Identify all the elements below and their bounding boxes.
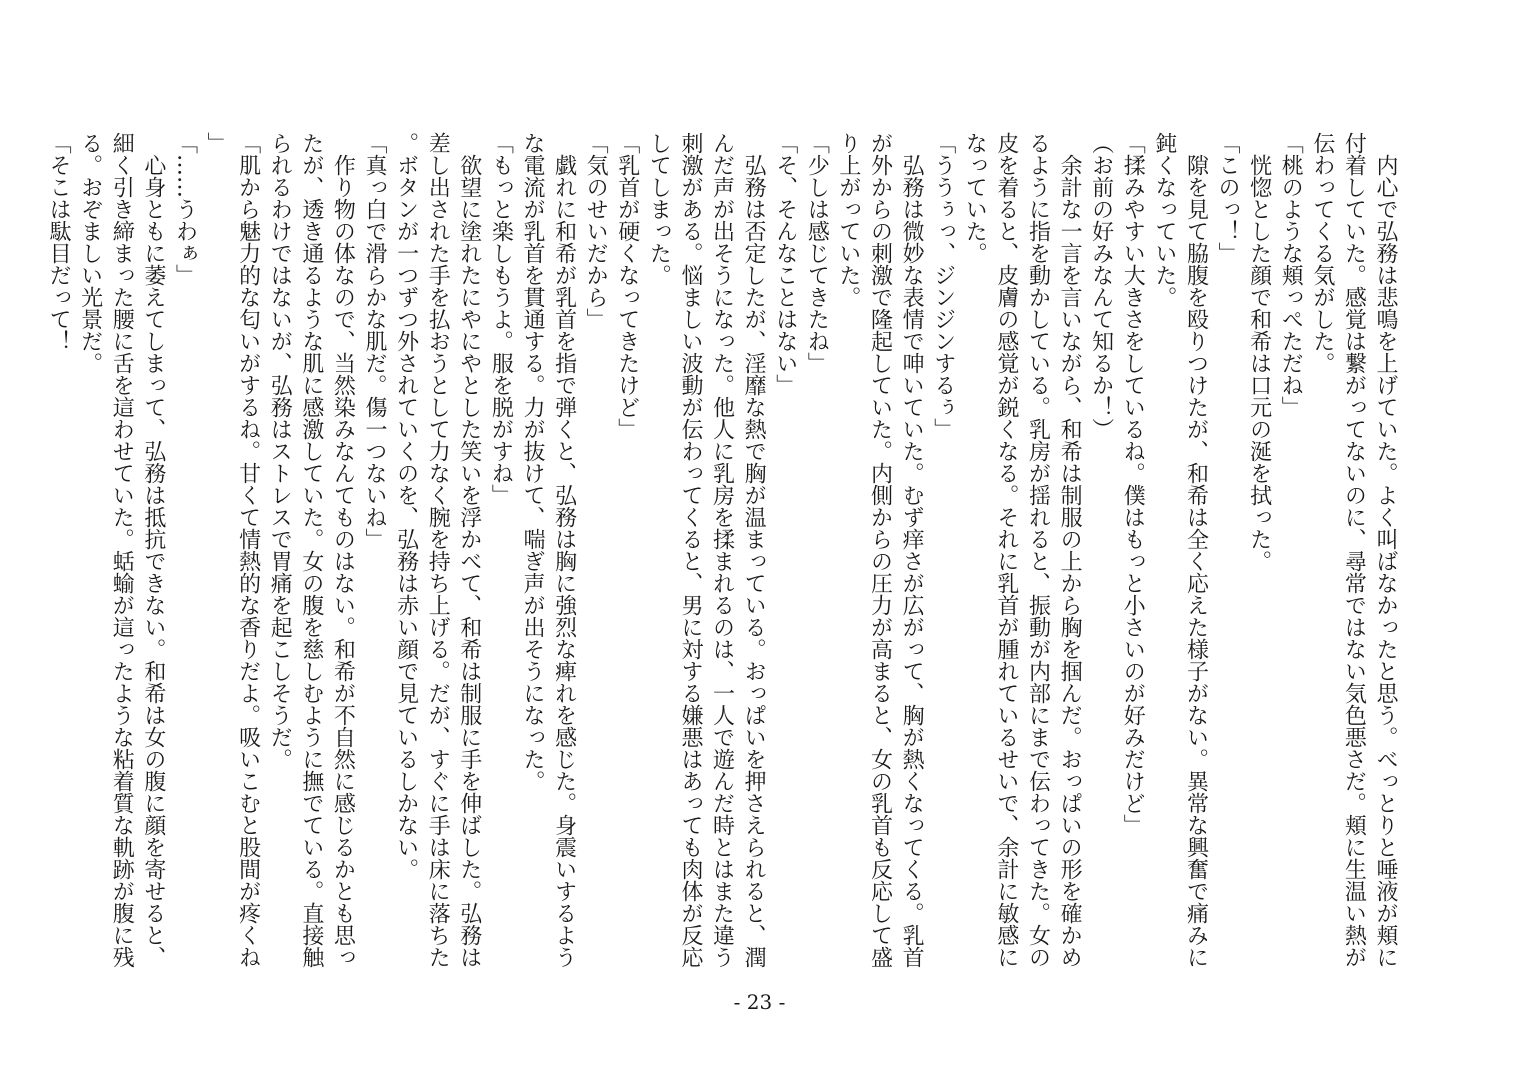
paragraph: 余計な一言を言いながら、和希は制服の上から胸を掴んだ。おっぱいの形を確かめるように指を動かしている。乳房が揺れると、振動が内部にまで伝わってきた。女の皮を着ると、皮膚の感覚が鋭くなる。それに乳首が腫れているせいで、余計に敏感になっていた。 [962, 132, 1083, 968]
paragraph: 欲望に塗れたにやにやとした笑いを浮かべて、和希は制服に手を伸ばした。弘務は差し出された手を払おうとして力なく腕を持ち上げる。だが、すぐに手は床に落ちた。ボタンが一つずつ外されていくのを、弘務は赤い顔で見ているしかない。 [393, 132, 482, 968]
dialogue-line: 「桃のような頬っぺただね」 [1278, 132, 1304, 418]
dialogue-line: 「そこは駄目だって！ [46, 132, 72, 352]
dialogue-line: 「少しは感じてきたね」 [804, 132, 830, 374]
dialogue-line: 「ううぅっ、ジンジンするぅ」 [930, 132, 956, 440]
vertical-text-body [46, 132, 1401, 972]
dialogue-line: 「肌から魅力的な匂いがするね。甘くて情熱的な香りだよ。吸いこむと股間が疼くね」 [204, 132, 261, 968]
dialogue-line: 「乳首が硬くなってきたけど」 [614, 132, 640, 440]
dialogue-line: 「もっと楽しもうよ。服を脱がすね」 [488, 132, 514, 506]
dialogue-line: 「揉みやすい大きさをしているね。僕はもっと小さいのが好みだけど」 [1120, 132, 1146, 836]
dialogue-line: 「気のせいだから」 [583, 132, 609, 330]
paragraph: 恍惚とした顔で和希は口元の涎を拭った。 [1246, 132, 1272, 572]
paragraph: 作り物の体なので、当然染みなんてものはない。和希が不自然に感じるかとも思ったが、透き通るような肌に感激していた。女の腹を慈しむように撫でている。直接触られるわけではないが、弘務はストレスで胃痛を起こしそうだ。 [267, 132, 356, 968]
paragraph: 弘務は否定したが、淫靡な熱で胸が温まっている。おっぱいを押さえられると、潤んだ声が出そうになった。他人に乳房を揉まれるのは、一人で遊んだ時とはまた違う刺激がある。悩ましい波動が伝わってくると、男に対する嫌悪はあっても肉体が反応してしまった。 [646, 132, 767, 968]
dialogue-line: 「このっ！」 [1215, 132, 1241, 264]
paragraph: 心身ともに萎えてしまって、弘務は抵抗できない。和希は女の腹に顔を寄せると、細く引き締まった腰に舌を這わせていた。蛞蝓が這ったような粘着質な軌跡が腹に残る。おぞましい光景だ。 [77, 132, 166, 968]
paragraph: 隙を見て脇腹を殴りつけたが、和希は全く応えた様子がない。異常な興奮で痛みに鈍くなっていた。 [1151, 132, 1209, 968]
dialogue-line: 「そ、そんなことはない」 [772, 132, 798, 396]
dialogue-line: 「真っ白で滑らかな肌だ。傷一つないね」 [362, 132, 387, 550]
paragraph: 内心で弘務は悲鳴を上げていた。よく叫ばなかったと思う。べっとりと唾液が頬に付着していた。感覚は繋がってないのに、尋常ではない気色悪さだ。頬に生温い熱が伝わってくる気がした。 [1309, 132, 1398, 968]
inner-thought-line: （お前の好みなんて知るか！） [1088, 132, 1114, 440]
paragraph: 戯れに和希が乳首を指で弾くと、弘務は胸に強烈な痺れを感じた。身震いするような電流が乳首を貫通する。力が抜けて、喘ぎ声が出そうになった。 [519, 132, 577, 968]
dialogue-line: 「……うわぁ」 [172, 132, 198, 286]
paragraph: 弘務は微妙な表情で呻いていた。むず痒さが広がって、胸が熱くなってくる。乳首が外からの刺激で隆起していた。内側からの圧力が高まると、女の乳首も反応して盛り上がっていた。 [835, 132, 925, 968]
page-number: - 23 - [733, 990, 786, 1014]
